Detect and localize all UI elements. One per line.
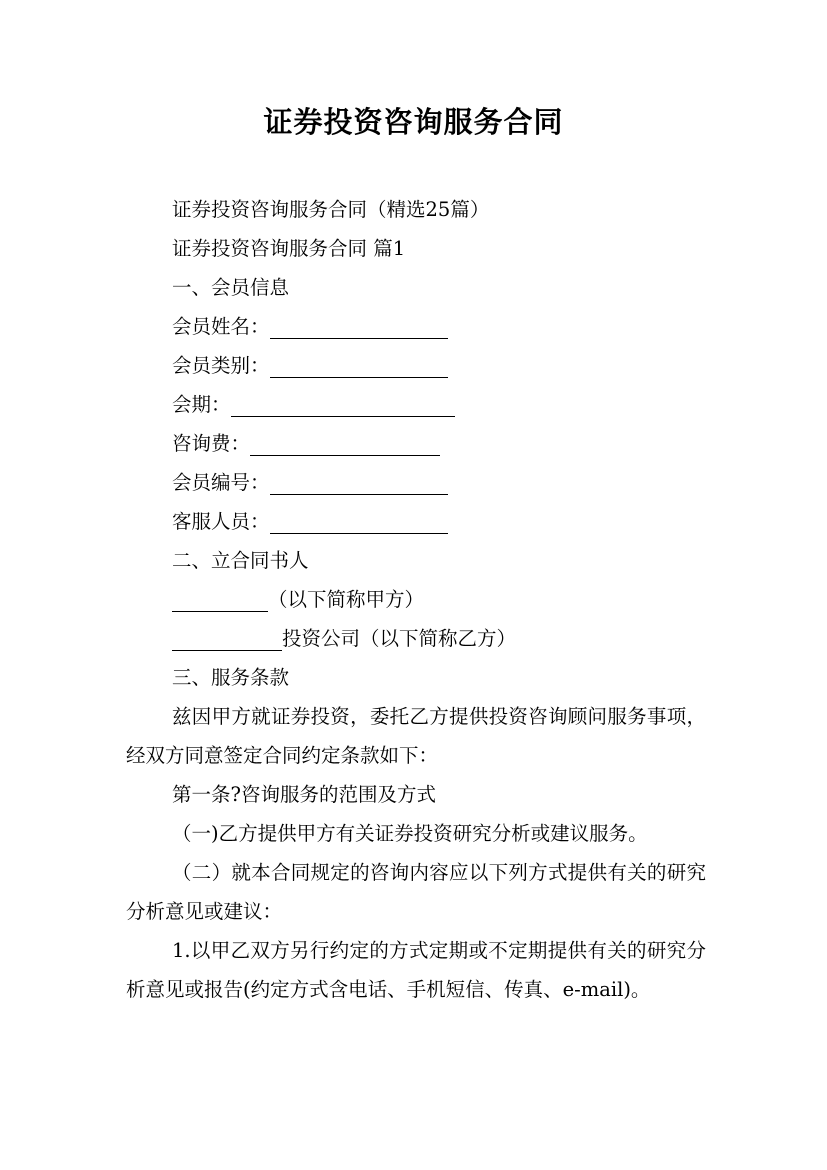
paragraph-intro: 兹因甲方就证券投资，委托乙方提供投资咨询顾问服务事项，经双方同意签定合同约定条款如下：	[126, 705, 706, 767]
article-1-item-2-sub-1: 1.以甲乙双方另行约定的方式定期或不定期提供有关的研究分析意见或报告(约定方式含电话、手机短信、传真、e-mail)。	[126, 939, 706, 1001]
field-member-name	[126, 307, 706, 346]
field-period	[126, 385, 706, 424]
field-consulting-fee	[126, 424, 706, 463]
field-member-number	[126, 463, 706, 502]
article-1-heading: 第一条?咨询服务的范围及方式	[172, 783, 436, 806]
field-label: 会期：	[172, 393, 231, 416]
heading-member-info: 一、会员信息	[172, 276, 290, 299]
document-body	[126, 190, 706, 1009]
party-b-line	[126, 619, 706, 658]
blank-line	[231, 392, 455, 417]
party-a-label: （以下简称甲方）	[268, 588, 425, 611]
blank-line	[270, 470, 448, 495]
field-label: 客服人员：	[172, 510, 270, 533]
field-member-type	[126, 346, 706, 385]
article-1-item-2: （二）就本合同规定的咨询内容应以下列方式提供有关的研究分析意见或建议：	[126, 861, 706, 923]
article-1-item-1: （一)乙方提供甲方有关证券投资研究分析或建议服务。	[172, 822, 648, 845]
blank-line	[172, 587, 268, 612]
subtitle-line: 证券投资咨询服务合同（精选25篇）	[172, 198, 490, 221]
blank-line	[270, 353, 448, 378]
heading-service-terms: 三、服务条款	[172, 666, 290, 689]
document-title: 证券投资咨询服务合同	[263, 105, 564, 139]
section-heading-part1: 证券投资咨询服务合同 篇1	[172, 237, 406, 260]
field-label: 会员类别：	[172, 354, 270, 377]
party-a-line	[126, 580, 706, 619]
field-service-staff	[126, 502, 706, 541]
blank-line	[250, 431, 440, 456]
field-label: 会员姓名：	[172, 315, 270, 338]
blank-line	[172, 626, 282, 651]
field-label: 咨询费：	[172, 432, 251, 455]
heading-contract-parties: 二、立合同书人	[172, 549, 309, 572]
blank-line	[270, 509, 448, 534]
blank-line	[270, 314, 448, 339]
party-b-label: 投资公司（以下简称乙方）	[282, 627, 517, 650]
field-label: 会员编号：	[172, 471, 270, 494]
